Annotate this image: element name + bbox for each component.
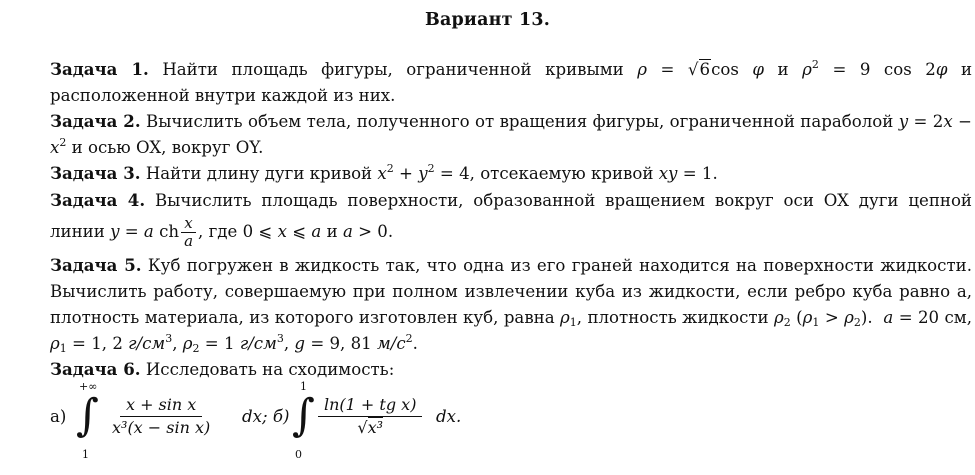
variant-title: Вариант 13.	[424, 10, 551, 30]
formula-range: 0 ⩽ x ⩽ a	[242, 222, 322, 241]
task-3-text-a: Найти длину дуги кривой	[145, 164, 373, 183]
formula-values: a = 20 см, $\rho_1 = 1$, 2 $г/см^3$, $\rho_2 = 1$ $г/см^3$, g = 9, 81 $м/с^2$.	[50, 308, 972, 355]
formula-circle: $x^2 + y^2 = 4$	[377, 162, 470, 183]
formula-rho1: $\rho_1$	[560, 308, 577, 329]
integral-a-lower: 1	[82, 448, 89, 461]
task-1-text-c: и расположенной внутри каждой из них.	[50, 60, 973, 105]
task-3	[16, 160, 972, 187]
integral-a-fraction	[106, 394, 216, 439]
formula-rho2-cond: $\rho_2$ $(\rho_1 > \rho_2)$	[774, 308, 868, 329]
task-4-text-a: Вычислить площадь поверхности, образованной вращением вокруг оси OX дуги цепной линии	[50, 191, 972, 241]
task-6-label: Задача 6.	[50, 359, 141, 379]
task-3-text-b: , отсекаемую кривой	[469, 164, 654, 183]
task-3-label: Задача 3.	[50, 163, 141, 183]
task-5-label: Задача 5.	[50, 255, 142, 275]
task-1-label: Задача 1.	[50, 59, 149, 79]
formula-parabola: $y = 2x - x^2$	[50, 112, 972, 157]
formula-rho2-9cos2phi: $\rho^2 = 9$ cos 2φ	[802, 58, 948, 79]
task-4-text-c: и	[326, 222, 338, 241]
task-5-text-c: .	[867, 308, 873, 327]
integrals-line	[16, 380, 938, 470]
task-2-text-b: и осью OX, вокруг OY.	[71, 138, 264, 157]
formula-catenary: y = a ch $\frac{x}{a}$	[110, 222, 198, 241]
integral-sign-b: ∫	[292, 390, 315, 441]
integral-a-upper: +∞	[79, 380, 98, 393]
task-4-text-b: , где	[198, 222, 238, 241]
integral-b-denominator: √x³	[357, 418, 384, 437]
task-1	[16, 56, 972, 109]
integral-b-lower: 0	[295, 448, 302, 461]
task-2	[16, 108, 972, 161]
task-5	[16, 252, 972, 357]
integral-sign-a: ∫	[76, 390, 99, 441]
task-6-text: Исследовать на сходимость:	[145, 360, 395, 379]
integral-b-upper: 1	[300, 380, 307, 393]
task-4-label: Задача 4.	[50, 190, 146, 210]
integral-b-dx: dx.	[436, 407, 462, 426]
task-5-text-a: Куб погружен в жидкость так, что одна из его граней находится на поверхности жидкости. Вычислить работу, совершаемую при полном извлечении куба из жидкости, если ребро куба равно a, плотность материала, из которого изготовлен куб, равна	[50, 256, 972, 327]
formula-a-positive: a > 0.	[342, 222, 394, 241]
integral-a-numerator: x + sin x	[120, 394, 202, 417]
integral-a-dx: dx; б)	[242, 407, 290, 426]
task-2-text-a: Вычислить объем тела, полученного от вращения фигуры, ограниченной параболой	[146, 112, 894, 131]
task-5-text-b: , плотность жидкости	[576, 308, 769, 327]
integral-b-radicand: x³	[367, 418, 384, 437]
integral-b-numerator: ln(1 + tg x)	[318, 394, 422, 417]
formula-hyperbola: xy = 1.	[658, 164, 718, 183]
task-4	[16, 186, 972, 250]
task-6	[16, 356, 972, 383]
formula-rho-sqrt6-cos: ρ = √6cos φ	[637, 60, 765, 79]
task-1-text-b: и	[777, 60, 789, 79]
integral-b-fraction	[318, 394, 422, 439]
integral-a-label: а)	[50, 407, 67, 426]
task-2-label: Задача 2.	[50, 111, 141, 131]
task-1-text-a: Найти площадь фигуры, ограниченной кривыми	[162, 60, 624, 79]
integral-a-denominator: x³(x − sin x)	[112, 418, 211, 437]
